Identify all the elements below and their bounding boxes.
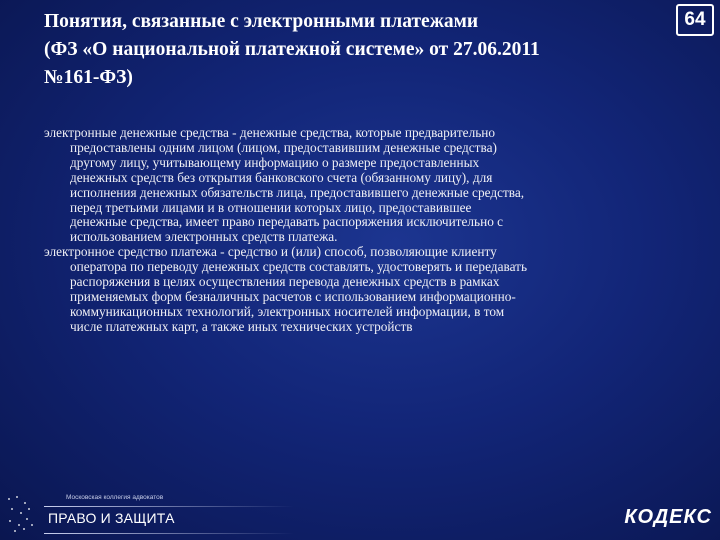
- text-line: применяемых форм безналичных расчетов с использованием информационно-: [70, 288, 516, 304]
- footer-divider: [44, 506, 294, 507]
- title-line-2: (ФЗ «О национальной платежной системе» от 27.06.2011: [44, 39, 540, 60]
- text-line: исполнения денежных обязательств лица, предоставившего денежные средства,: [70, 184, 525, 200]
- text-line: использованием электронных средств платежа.: [70, 229, 338, 245]
- org-name: ПРАВО И ЗАЩИТА: [48, 510, 175, 526]
- kodeks-logo: КОДЕКС: [624, 506, 712, 528]
- text-line: другому лицу, учитывающему информацию о размере предоставленных: [70, 154, 480, 170]
- text-line: предоставлены одним лицом (лицом, предоставившим денежные средства): [70, 139, 497, 155]
- definition-e-money: [44, 126, 684, 245]
- slide-body: [44, 126, 684, 335]
- text-line: коммуникационных технологий, электронных носителей информации, в том: [70, 303, 505, 319]
- footer-divider: [44, 533, 294, 534]
- title-line-3: №161-ФЗ): [44, 67, 133, 88]
- text-line: перед третьими лицами и в отношении которых лицо, предоставившее: [70, 199, 472, 215]
- page-number: 64: [676, 4, 714, 36]
- text-line: электронные денежные средства - денежные средства, которые предварительно: [44, 125, 496, 140]
- slide-footer: [0, 494, 720, 540]
- definition-e-payment-means: [44, 245, 684, 334]
- text-line: электронное средство платежа - средство и (или) способ, позволяющие клиенту: [44, 244, 497, 260]
- collegia-caption: Московская коллегия адвокатов: [66, 494, 164, 501]
- text-line: денежные средства, имеет право передавать распоряжения исключительно с: [70, 214, 504, 230]
- text-line: распоряжения в целях осуществления перевода денежных средств в рамках: [70, 274, 500, 290]
- slide-title: [44, 8, 664, 92]
- decorative-dots: [6, 494, 36, 534]
- title-line-1: Понятия, связанные с электронными платежами: [44, 11, 479, 32]
- text-line: оператора по переводу денежных средств составлять, удостоверять и передавать: [70, 259, 528, 275]
- text-line: числе платежных карт, а также иных технических устройств: [70, 318, 413, 334]
- text-line: денежных средств без открытия банковского счета (обязанному лицу), для: [70, 169, 493, 185]
